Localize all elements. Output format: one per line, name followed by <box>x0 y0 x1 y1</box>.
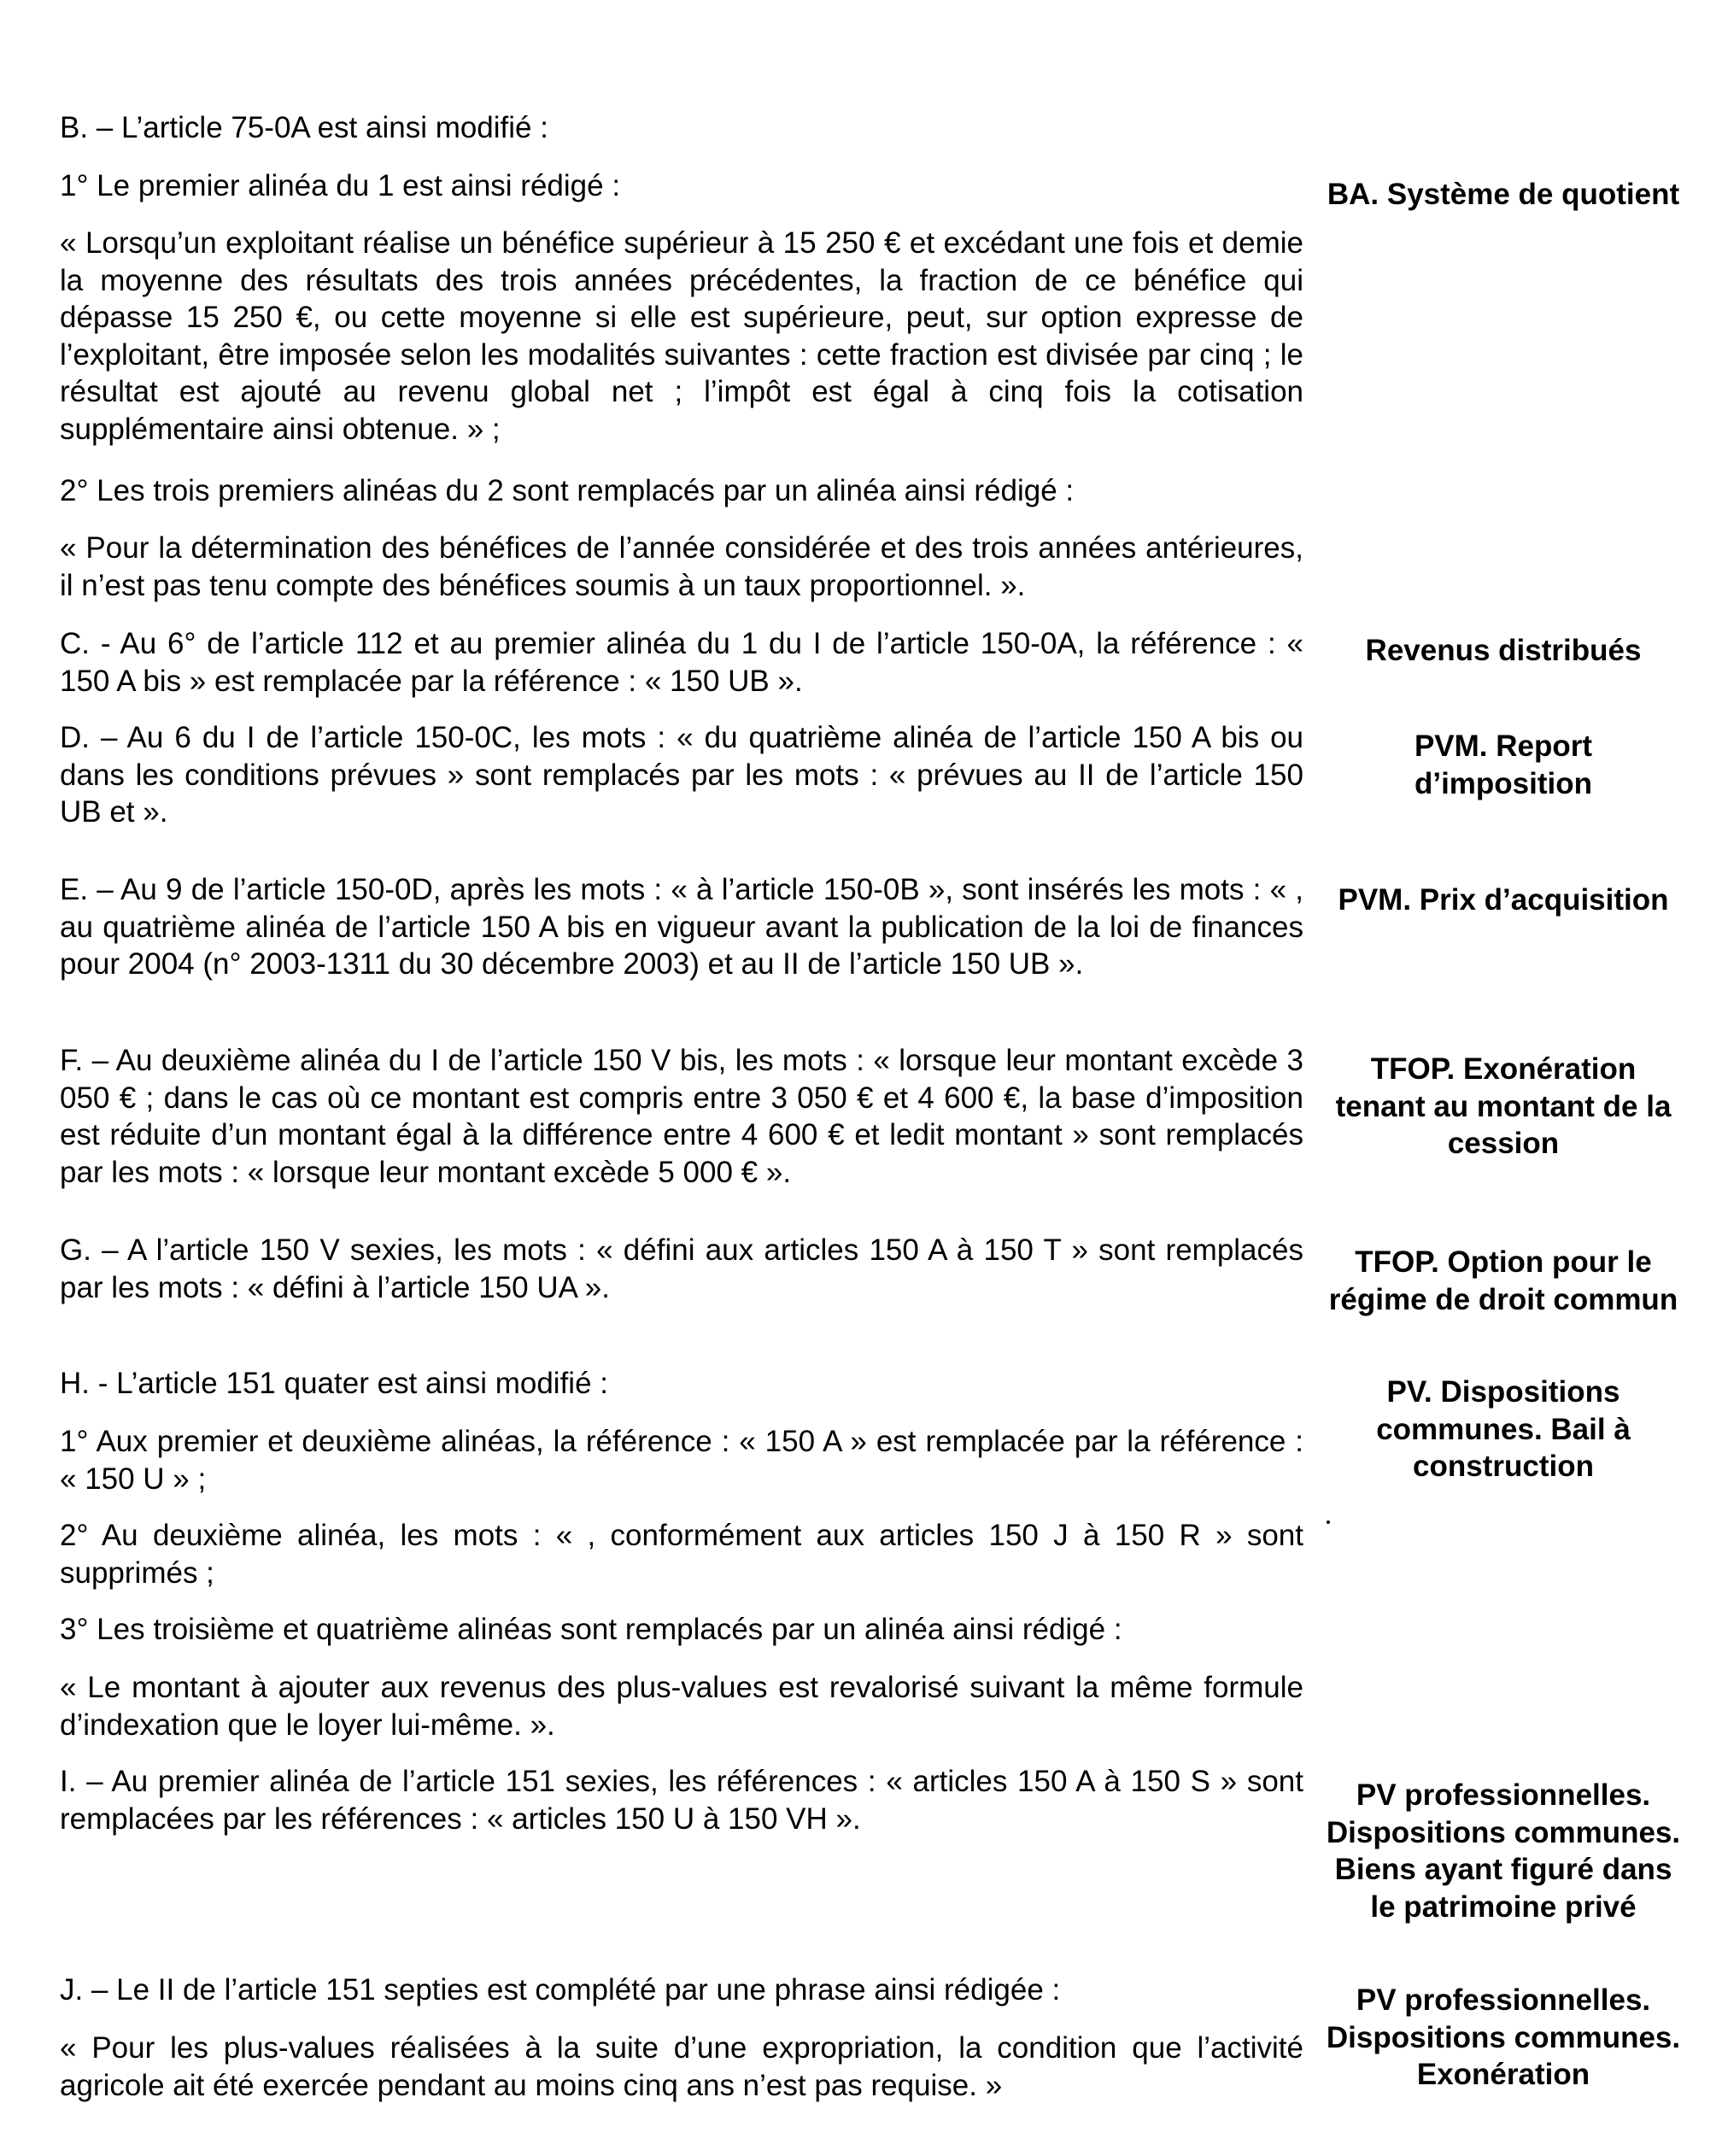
paragraph-b-1-text: « Lorsqu’un exploitant réalise un bénéfice supérieur à 15 250 € et excédant une fois et demie la moyenne des résultats des trois années précédentes, la fraction de ce bénéfice qui dépasse 15 250 €, ou cette moyenne si elle est supérieure, peut, sur option expresse de l’exploitant, être imposée selon les modalités suivantes : cette fraction est divisée par cinq ; le résultat est ajouté au revenu global net ; l’impôt est égal à cinq fois la cotisation supplémentaire ainsi obtenue. » ; <box>60 226 1303 446</box>
paragraph-c: C. - Au 6° de l’article 112 et au premier alinéa du 1 du I de l’article 150-0A, la référence : « 150 A bis » est remplacée par la référence : « 150 UB ». <box>60 627 1303 698</box>
paragraph-b-2-text: « Pour la détermination des bénéfices de l’année considérée et des trois années antérieures, il n’est pas tenu compte des bénéfices soumis à un taux proportionnel. ». <box>60 531 1303 602</box>
margin-note-tfop-exo: TFOP. Exonération tenant au montant de la cession <box>1335 1052 1672 1160</box>
paragraph-g: G. – A l’article 150 V sexies, les mots : « défini aux articles 150 A à 150 T » sont remplacés par les mots : « défini à l’article 150 UA ». <box>60 1233 1303 1304</box>
margin-note-pv-pro-biens: PV professionnelles. Dispositions communes. Biens ayant figuré dans le patrimoine privé <box>1326 1778 1681 1924</box>
paragraph-h-3-text: « Le montant à ajouter aux revenus des plus-values est revalorisé suivant la même formule d’indexation que le loyer lui-même. ». <box>60 1671 1303 1742</box>
margin-note-revenus: Revenus distribués <box>1365 634 1642 667</box>
paragraph-j-text: « Pour les plus-values réalisées à la suite d’une expropriation, la condition que l’activité agricole ait été exercée pendant au moins cinq ans n’est pas requise. » <box>60 2031 1303 2102</box>
paragraph-h-intro: H. - L’article 151 quater est ainsi modifié : <box>60 1367 608 1400</box>
paragraph-d: D. – Au 6 du I de l’article 150-0C, les mots : « du quatrième alinéa de l’article 150 A bis ou dans les conditions prévues » sont remplacés par les mots : « prévues au II de l’article 150 UB et ». <box>60 721 1303 829</box>
paragraph-b-2: 2° Les trois premiers alinéas du 2 sont remplacés par un alinéa ainsi rédigé : <box>60 474 1075 507</box>
paragraph-j-intro: J. – Le II de l’article 151 septies est complété par une phrase ainsi rédigée : <box>60 1973 1061 2007</box>
paragraph-h-2: 2° Au deuxième alinéa, les mots : « , conformément aux articles 150 J à 150 R » sont supprimés ; <box>60 1519 1303 1590</box>
paragraph-b-intro: B. – L’article 75-0A est ainsi modifié : <box>60 111 548 144</box>
stray-dot-mark <box>1327 1520 1330 1524</box>
margin-note-pv-bail: PV. Dispositions communes. Bail à construction <box>1376 1375 1631 1483</box>
margin-note-tfop-option: TFOP. Option pour le régime de droit commun <box>1328 1245 1678 1316</box>
paragraph-h-3: 3° Les troisième et quatrième alinéas sont remplacés par un alinéa ainsi rédigé : <box>60 1613 1122 1646</box>
margin-note-pvm-prix: PVM. Prix d’acquisition <box>1338 883 1669 917</box>
paragraph-i: I. – Au premier alinéa de l’article 151 sexies, les références : « articles 150 A à 150 S » sont remplacées par les références : « articles 150 U à 150 VH ». <box>60 1765 1303 1836</box>
paragraph-h-1: 1° Aux premier et deuxième alinéas, la référence : « 150 A » est remplacée par la référence : « 150 U » ; <box>60 1425 1303 1496</box>
paragraph-e: E. – Au 9 de l’article 150-0D, après les mots : « à l’article 150-0B », sont insérés les mots : « , au quatrième alinéa de l’article 150 A bis en vigueur avant la publication de la loi de finances pour 2004 (n° 2003-1311 du 30 décembre 2003) et au II de l’article 150 UB ». <box>60 873 1303 981</box>
paragraph-b-1: 1° Le premier alinéa du 1 est ainsi rédigé : <box>60 169 621 202</box>
paragraph-f: F. – Au deuxième alinéa du I de l’article 150 V bis, les mots : « lorsque leur montant excède 3 050 € ; dans le cas où ce montant est compris entre 3 050 € et 4 600 €, la base d’imposition est réduite d’un montant égal à la différence entre 4 600 € et ledit montant » sont remplacés par les mots : « lorsque leur montant excède 5 000 € ». <box>60 1044 1303 1189</box>
margin-note-pv-pro-exo: PV professionnelles. Dispositions communes. Exonération <box>1326 1983 1681 2091</box>
margin-note-ba: BA. Système de quotient <box>1327 178 1680 211</box>
margin-note-pvm-report: PVM. Report d’imposition <box>1414 729 1593 800</box>
